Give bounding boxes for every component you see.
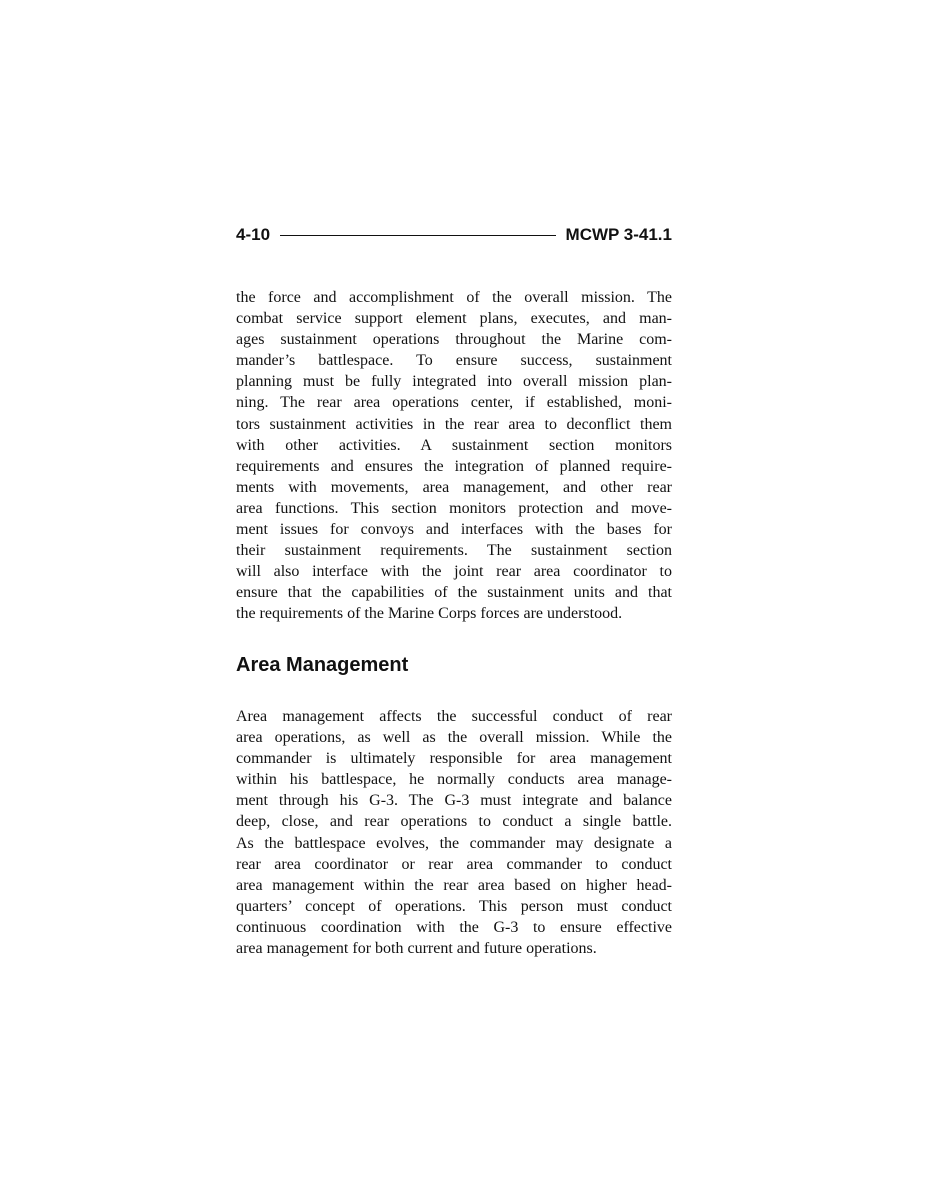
- text-line: area operations, as well as the overall mission. While the: [236, 729, 672, 747]
- text-line: their sustainment requirements. The sustainment section: [236, 542, 672, 560]
- text-line: commander is ultimately responsible for area management: [236, 750, 672, 768]
- section-heading: Area Management: [236, 654, 409, 676]
- text-line: ages sustainment operations throughout the Marine com-: [236, 331, 672, 349]
- text-line: the force and accomplishment of the overall mission. The: [236, 289, 672, 306]
- page-header: [236, 222, 672, 248]
- text-line: ensure that the capabilities of the sustainment units and that: [236, 584, 672, 602]
- text-line: planning must be fully integrated into overall mission plan-: [236, 373, 672, 391]
- body-paragraph: [236, 706, 672, 959]
- text-line: rear area coordinator or rear area commander to conduct: [236, 855, 672, 873]
- text-line: ning. The rear area operations center, if established, moni-: [236, 394, 672, 412]
- text-line: As the battlespace evolves, the commander may designate a: [236, 834, 672, 852]
- text-line: continuous coordination with the G-3 to ensure effective: [236, 918, 672, 936]
- text-line: area management within the rear area based on higher head-: [236, 876, 672, 894]
- text-line: within his battlespace, he normally conducts area manage-: [236, 771, 672, 789]
- text-line: area management for both current and future operations.: [236, 940, 597, 958]
- text-line: Area management affects the successful conduct of rear: [236, 708, 672, 725]
- text-line: quarters’ concept of operations. This person must conduct: [236, 897, 672, 915]
- publication-id: MCWP 3-41.1: [565, 225, 672, 244]
- text-line: requirements and ensures the integration of planned require-: [236, 457, 672, 475]
- text-line: ments with movements, area management, and other rear: [236, 478, 672, 496]
- text-line: ment issues for convoys and interfaces with the bases for: [236, 521, 672, 539]
- text-line: will also interface with the joint rear area coordinator to: [236, 563, 672, 581]
- text-line: area functions. This section monitors protection and move-: [236, 499, 672, 517]
- text-line: the requirements of the Marine Corps forces are understood.: [236, 605, 623, 623]
- page-number: 4-10: [236, 225, 271, 244]
- text-line: combat service support element plans, executes, and man-: [236, 310, 672, 328]
- text-line: ment through his G-3. The G-3 must integrate and balance: [236, 792, 672, 810]
- text-line: with other activities. A sustainment section monitors: [236, 436, 672, 454]
- text-line: deep, close, and rear operations to conduct a single battle.: [236, 813, 672, 831]
- header-rule: [280, 235, 556, 236]
- text-line: tors sustainment activities in the rear area to deconflict them: [236, 415, 672, 433]
- body-paragraph: [236, 287, 672, 625]
- text-line: mander’s battlespace. To ensure success, sustainment: [236, 352, 672, 370]
